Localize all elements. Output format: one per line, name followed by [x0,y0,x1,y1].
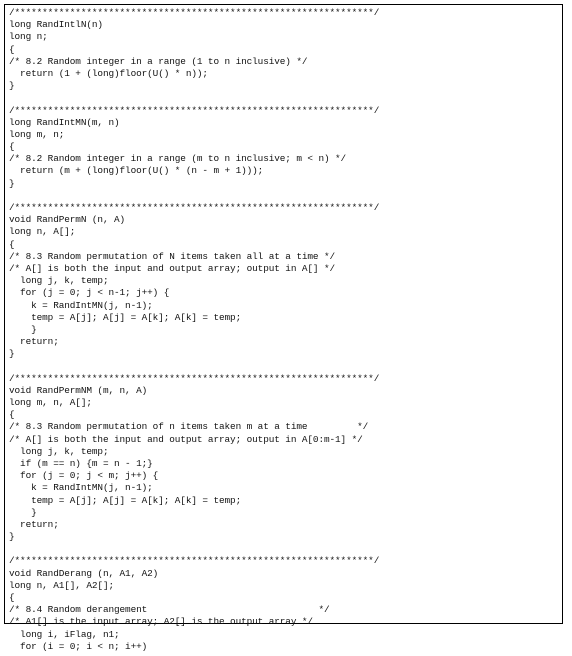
code-block [9,373,379,544]
code-line: /*****************************************************************/ [9,104,380,116]
code-line: k = RandIntMN(j, n-1); [9,482,153,494]
block-spacer [9,92,379,104]
code-line: /* A[] is both the input and output array; output in A[0:m-1] */ [9,433,363,445]
code-block [9,555,379,653]
code-line: void RandPermNM (m, n, A) [9,384,148,396]
code-line: } [9,348,15,360]
code-line: /* 8.3 Random permutation of N items taken all at a time */ [9,250,336,262]
code-line: return; [9,518,59,530]
code-line: /* 8.2 Random integer in a range (1 to n inclusive) */ [9,55,308,67]
code-line: void RandDerang (n, A1, A2) [9,567,159,579]
code-line: long m, n; [9,128,65,140]
code-line: long m, n, A[]; [9,397,92,408]
code-block [9,7,379,92]
code-line: temp = A[j]; A[j] = A[k]; A[k] = temp; [9,494,242,506]
code-line: /*****************************************************************/ [9,202,380,213]
code-line: temp = A[j]; A[j] = A[k]; A[k] = temp; [9,311,242,323]
code-line: return (m + (long)floor(U() * (n - m + 1))); [9,165,264,177]
code-line: /* 8.3 Random permutation of n items taken m at a time */ [9,421,369,433]
code-line: /*****************************************************************/ [9,555,380,567]
code-line: { [9,409,15,421]
code-line: long RandIntlN(n) [9,19,103,31]
code-line: long RandIntMN(m, n) [9,116,120,128]
block-spacer [9,190,379,202]
code-line: return; [9,336,59,348]
code-line: long j, k, temp; [9,445,109,457]
block-spacer [9,543,379,555]
code-line: long n, A1[], A2[]; [9,579,114,591]
code-block [9,202,379,360]
code-line: void RandPermN (n, A) [9,214,126,226]
code-line: long i, iFlag, n1; [9,628,120,640]
code-line: { [9,592,15,603]
code-line: k = RandIntMN(j, n-1); [9,299,153,311]
code-line: return (1 + (long)floor(U() * n)); [9,67,208,79]
code-line: /*****************************************************************/ [9,372,380,384]
code-listing-frame [4,4,563,652]
code-line: for (j = 0; j < m; j++) { [9,470,159,482]
code-line: /* 8.4 Random derangement */ [9,604,330,616]
code-line: } [9,506,37,518]
code-line: /*****************************************************************/ [9,7,380,18]
code-line: if (m == n) {m = n - 1;} [9,457,153,469]
code-line: for (j = 0; j < n-1; j++) { [9,287,170,299]
code-block [9,105,379,190]
code-line: /* A1[] is the input array; A2[] is the output array */ [9,616,313,628]
code-line: } [9,531,15,543]
code-line: /* 8.2 Random integer in a range (m to n inclusive; m < n) */ [9,153,347,165]
code-line: } [9,323,37,335]
code-line: } [9,80,15,92]
code-line: { [9,238,15,250]
code-listing [9,7,379,653]
code-line: long n, A[]; [9,226,76,238]
code-line: long j, k, temp; [9,275,109,287]
code-line: /* A[] is both the input and output array; output in A[] */ [9,262,336,274]
code-line: { [9,43,15,55]
code-line: } [9,177,15,189]
code-line: long n; [9,31,48,43]
code-line: for (i = 0; i < n; i++) [9,640,148,652]
block-spacer [9,360,379,372]
code-line: { [9,141,15,153]
